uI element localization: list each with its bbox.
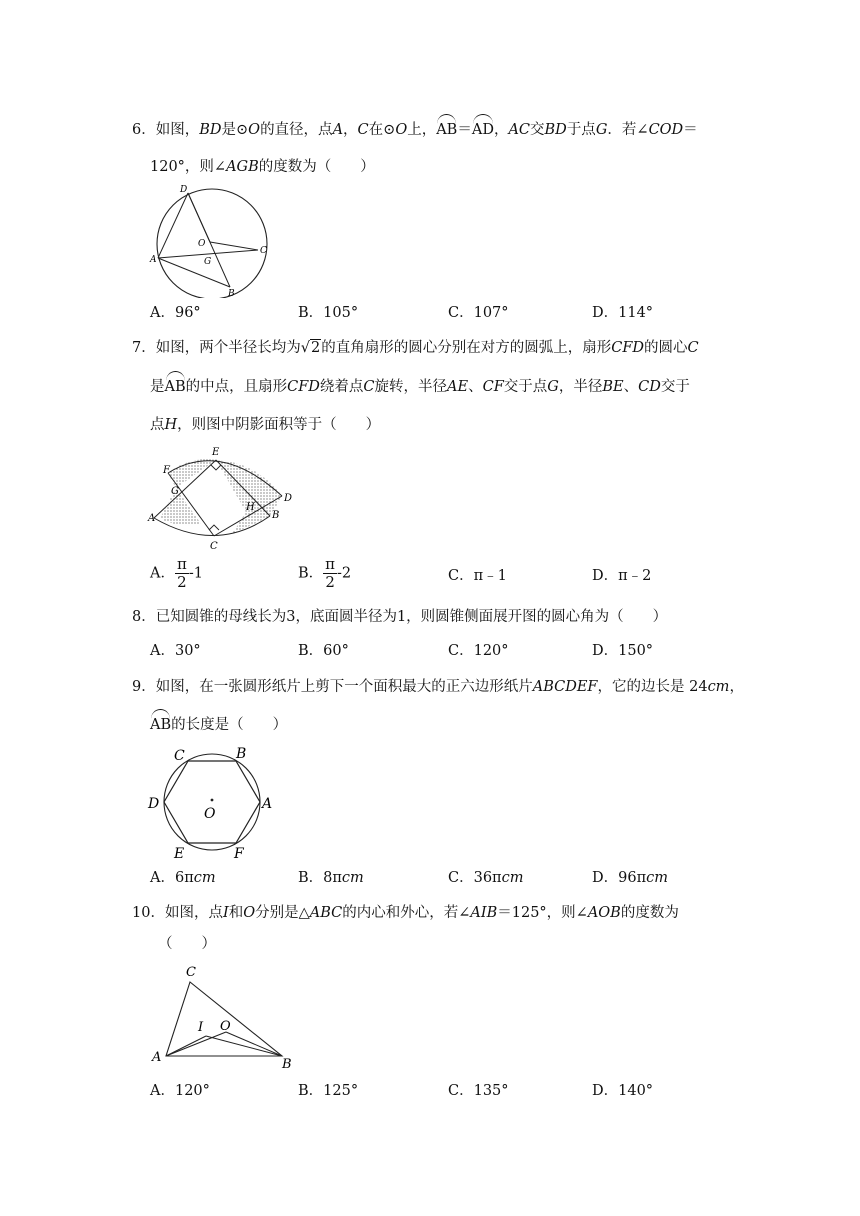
q6-option-c[interactable]: C．107° (448, 305, 509, 321)
q10-text: 的度数为 (620, 905, 679, 921)
q6-text: ．若∠ (607, 122, 649, 138)
label-a: A (150, 255, 157, 265)
q7-text: AE (447, 379, 469, 395)
q7-stem-line2 (150, 377, 690, 397)
q9-stem-line2 (150, 715, 287, 735)
q7-stem-line1 (132, 338, 699, 358)
unit-cm: cm (193, 870, 216, 886)
q7-sector-figure (146, 444, 302, 554)
q8-option-d[interactable]: D．150° (592, 643, 654, 659)
q7-stem-line3 (150, 415, 380, 435)
label-c: C (210, 541, 218, 552)
arc-ab-symbol: AB (150, 717, 172, 733)
q6-text: 的直径，点 (260, 122, 333, 138)
fraction-numerator: π (176, 555, 187, 573)
q7-text: ，则图中阴影面积等于（ ） (177, 417, 381, 433)
label-d: D (180, 185, 188, 195)
q10-option-b[interactable]: B．125° (298, 1083, 359, 1099)
q7-text: 交于 (660, 379, 690, 395)
q7-option-b-label: B． (298, 565, 324, 582)
q6-text: ， (343, 122, 358, 138)
q6-text: 120°，则∠ (150, 159, 227, 175)
label-c: C (186, 965, 196, 980)
q10-option-c[interactable]: C．135° (448, 1083, 509, 1099)
q9-option-a[interactable] (150, 868, 216, 888)
label-d: D (284, 493, 293, 504)
q6-text: O (248, 122, 261, 138)
q10-option-a[interactable]: A．120° (150, 1083, 210, 1099)
label-e: E (174, 846, 185, 860)
q10-number: 10．如图，点 (132, 905, 223, 921)
q7-option-a[interactable] (150, 556, 203, 591)
q7-option-a-tail: -1 (188, 565, 203, 582)
q9-stem-line1 (132, 677, 744, 697)
fraction-denominator: 2 (325, 573, 335, 591)
q9-text: ， (729, 679, 744, 695)
q9-text: cm (707, 679, 730, 695)
q7-text: 的直角扇形的圆心分别在对方的圆弧上，扇形 (321, 340, 612, 356)
label-b: B (272, 510, 280, 521)
q7-text: ，半径 (558, 379, 603, 395)
label-c: C (174, 748, 185, 764)
label-h: H (246, 502, 255, 513)
q10-text: 的内心和外心，若∠ (342, 905, 471, 921)
q10-text: O (243, 905, 256, 921)
segment-bo (226, 1032, 282, 1056)
label-o: O (198, 239, 206, 249)
q10-triangle-figure (148, 960, 298, 1072)
q6-text: AGB (226, 159, 259, 175)
q7-text: CFD (287, 379, 320, 395)
q7-option-b[interactable] (298, 556, 351, 591)
q6-text: C (357, 122, 369, 138)
sqrt-symbol: √ (300, 340, 310, 356)
fraction-denominator: 2 (177, 573, 187, 591)
q6-stem-line2 (150, 157, 375, 177)
fraction-pi-over-2 (175, 556, 189, 591)
label-f: F (163, 465, 170, 476)
label-d: D (148, 796, 160, 812)
q10-text: 和 (228, 905, 244, 921)
right-angle-c (209, 525, 219, 530)
segment-ao (166, 1032, 226, 1056)
q7-text: 点 (150, 417, 165, 433)
q6-text: BD (199, 122, 222, 138)
q10-stem-line1 (132, 903, 679, 923)
q9-option-d[interactable] (592, 868, 668, 888)
q7-option-d[interactable]: D．π﹣2 (592, 568, 652, 584)
unit-cm: cm (501, 870, 524, 886)
label-b: B (228, 289, 235, 298)
q6-text: ＝ (457, 122, 472, 138)
q7-text: 、 (623, 379, 639, 395)
label-f: F (234, 846, 244, 860)
q7-text: 的中点，且扇形 (185, 379, 288, 395)
chord-ad (158, 193, 188, 258)
q6-option-a[interactable]: A．96° (150, 305, 201, 321)
q7-option-c[interactable]: C．π﹣1 (448, 568, 507, 584)
q8-option-a[interactable]: A．30° (150, 643, 201, 659)
arc-ab-symbol: AB (436, 122, 458, 138)
q7-text: 交于点 (503, 379, 548, 395)
circle-o (164, 754, 260, 850)
q7-text: H (164, 417, 178, 433)
q7-text: CF (482, 379, 504, 395)
q6-circle-figure (148, 180, 278, 298)
q9-option-c-value: C．36π (448, 870, 502, 886)
label-o: O (204, 806, 216, 822)
q6-number: 6．如图， (132, 122, 200, 138)
q6-stem-line1 (132, 120, 698, 140)
fraction-numerator: π (325, 555, 336, 573)
q7-text: 绕着点 (319, 379, 364, 395)
q7-number: 7．如图，两个半径长均为 (132, 340, 301, 356)
radius-od (188, 193, 210, 242)
fraction-pi-over-2 (323, 556, 337, 591)
q10-stem-line2: （ ） (158, 936, 216, 952)
segment-bi (206, 1036, 282, 1056)
arc-ab-symbol: AB (164, 379, 186, 395)
label-e: E (212, 447, 220, 458)
q6-text: ＝ (683, 122, 698, 138)
label-i: I (198, 1020, 204, 1035)
q6-option-b[interactable]: B．105° (298, 305, 359, 321)
q10-text: AIB (470, 905, 498, 921)
q6-text: COD (648, 122, 684, 138)
q7-text: C (687, 340, 699, 356)
label-g: G (171, 486, 179, 497)
q6-text: A (332, 122, 344, 138)
label-o: O (220, 1019, 231, 1034)
hexagon-abcdef (164, 761, 260, 843)
q9-option-d-value: D．96π (592, 870, 647, 886)
arc-ad-symbol: AD (471, 122, 494, 138)
q9-hexagon-figure (146, 742, 276, 860)
label-g: G (204, 257, 212, 267)
q9-option-b[interactable] (298, 868, 364, 888)
q7-text: 旋转，半径 (374, 379, 448, 395)
q9-option-a-value: A．6π (150, 870, 194, 886)
q10-text: I (222, 905, 229, 921)
q9-option-c[interactable] (448, 868, 523, 888)
q6-text: 的度数为（ ） (258, 159, 375, 175)
q6-text: O (395, 122, 408, 138)
q7-option-a-label: A． (150, 565, 175, 582)
sqrt-radicand: 2 (310, 340, 321, 356)
q7-option-b-tail: -2 (337, 565, 352, 582)
q10-text: 分别是△ (255, 905, 310, 921)
q6-text: 是⊙ (221, 122, 249, 138)
q6-text: 上， (407, 122, 437, 138)
q9-text: ，它的边长是 24 (597, 679, 708, 695)
q7-text: CD (638, 379, 661, 395)
q8-stem: 8．已知圆锥的母线长为3，底面圆半径为1，则圆锥侧面展开图的圆心角为（ ） (132, 609, 668, 625)
q6-text: ， (493, 122, 509, 138)
label-a: A (148, 513, 156, 524)
q6-text: 交 (530, 122, 545, 138)
q9-text: ABCDEF (532, 679, 598, 695)
q6-option-d[interactable]: D．114° (592, 305, 654, 321)
q10-text: ABC (309, 905, 343, 921)
q6-text: G (595, 122, 608, 138)
q8-option-c[interactable]: C．120° (448, 643, 509, 659)
unit-cm: cm (341, 870, 364, 886)
q7-text: C (363, 379, 375, 395)
center-dot (211, 799, 214, 802)
label-a: A (152, 1050, 162, 1065)
q6-text: 在⊙ (368, 122, 396, 138)
q6-text: 于点 (566, 122, 596, 138)
q9-option-b-value: B．8π (298, 870, 342, 886)
q7-text: 的圆心 (644, 340, 688, 356)
label-b: B (282, 1057, 292, 1072)
q7-text: 、 (468, 379, 483, 395)
q7-text: 是 (150, 379, 165, 395)
q9-number: 9．如图，在一张圆形纸片上剪下一个面积最大的正六边形纸片 (132, 679, 533, 695)
q7-text: G (547, 379, 559, 395)
label-b: B (236, 746, 247, 762)
circle-o (157, 189, 267, 298)
unit-cm: cm (646, 870, 668, 886)
q8-option-b[interactable]: B．60° (298, 643, 349, 659)
q9-text: 的长度是（ ） (171, 717, 288, 733)
radius-oc (210, 242, 258, 250)
label-c: C (260, 246, 267, 256)
q10-option-d[interactable]: D．140° (592, 1083, 654, 1099)
q10-text: ＝125°，则∠ (497, 905, 588, 921)
q7-text: BE (602, 379, 624, 395)
q10-text: AOB (587, 905, 621, 921)
q6-text: BD (544, 122, 567, 138)
q6-text: AC (508, 122, 531, 138)
label-a: A (262, 796, 273, 812)
q7-text: CFD (611, 340, 644, 356)
